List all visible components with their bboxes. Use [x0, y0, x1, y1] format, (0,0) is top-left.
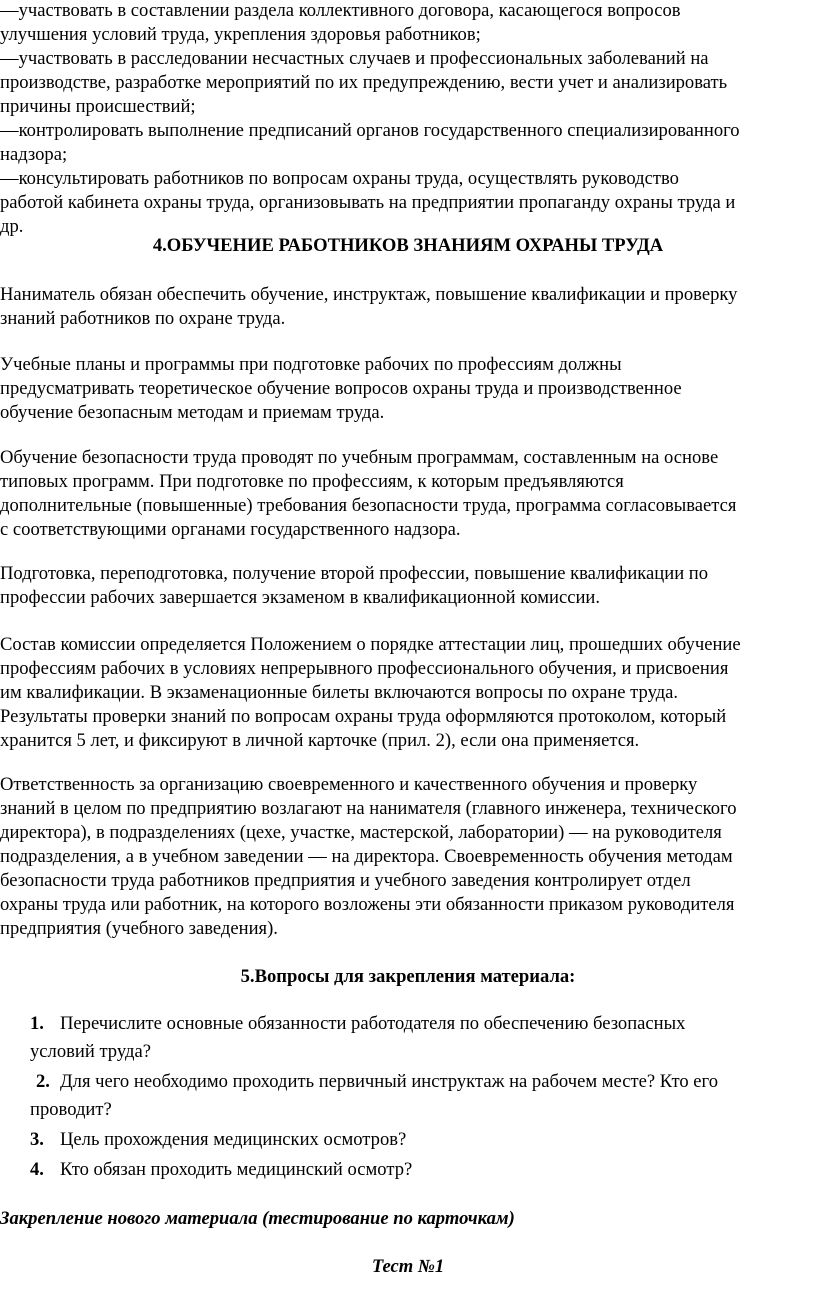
- question-text-cont: проводит?: [30, 1099, 112, 1120]
- question-item: [0, 1068, 816, 1124]
- paragraph: [0, 773, 814, 941]
- paragraph-line: типовых программ. При подготовке по профессиям, к которым предъявляются: [0, 471, 624, 492]
- question-number: 3.: [30, 1129, 44, 1150]
- paragraph: [0, 446, 814, 542]
- consolidation-title: Закрепление нового материала (тестирование по карточкам): [0, 1208, 515, 1229]
- question-text-cont: условий труда?: [30, 1041, 151, 1062]
- duty-line: улучшения условий труда, укрепления здоровья работников;: [0, 24, 481, 45]
- question-text: Цель прохождения медицинских осмотров?: [60, 1129, 407, 1150]
- paragraph-line: Учебные планы и программы при подготовке рабочих по профессиям должны: [0, 354, 622, 375]
- paragraph-line: предприятия (учебного заведения).: [0, 918, 278, 939]
- duty-line: работой кабинета охраны труда, организовывать на предприятии пропаганду охраны труда и: [0, 192, 736, 213]
- question-text: Перечислите основные обязанности работодателя по обеспечению безопасных: [60, 1013, 686, 1034]
- question-item: [0, 1156, 816, 1184]
- question-text: Для чего необходимо проходить первичный инструктаж на рабочем месте? Кто его: [60, 1071, 719, 1092]
- duties-list: [0, 0, 814, 239]
- paragraph: [0, 562, 814, 610]
- paragraph-line: директора), в подразделениях (цехе, участке, мастерской, лаборатории) — на руководителя: [0, 822, 722, 843]
- paragraph-line: Состав комиссии определяется Положением о порядке аттестации лиц, прошедших обучение: [0, 634, 741, 655]
- paragraph-line: Ответственность за организацию своевременного и качественного обучения и проверку: [0, 774, 698, 795]
- paragraph-line: с соответствующими органами государственного надзора.: [0, 519, 461, 540]
- paragraph-line: знаний в целом по предприятию возлагают на нанимателя (главного инженера, технического: [0, 798, 737, 819]
- section5-title: 5.Вопросы для закрепления материала:: [240, 966, 576, 987]
- duty-line: —участвовать в расследовании несчастных случаев и профессиональных заболеваний на: [0, 48, 709, 69]
- question-text: Кто обязан проходить медицинский осмотр?: [60, 1159, 413, 1180]
- duty-line: причины происшествий;: [0, 96, 196, 117]
- paragraph-line: Подготовка, переподготовка, получение второй профессии, повышение квалификации по: [0, 563, 709, 584]
- duty-line: —участвовать в составлении раздела коллективного договора, касающегося вопросов: [0, 0, 681, 21]
- question-number: 2.: [36, 1071, 50, 1092]
- paragraph: [0, 283, 814, 331]
- paragraph-line: безопасности труда работников предприятия и учебного заведения контролирует отдел: [0, 870, 691, 891]
- paragraph-line: охраны труда или работник, на которого возложены эти обязанности приказом руководителя: [0, 894, 735, 915]
- duty-line: производстве, разработке мероприятий по их предупреждению, вести учет и анализировать: [0, 72, 728, 93]
- section4-title: 4.ОБУЧЕНИЕ РАБОТНИКОВ ЗНАНИЯМ ОХРАНЫ ТРУДА: [152, 235, 664, 256]
- paragraph-line: Наниматель обязан обеспечить обучение, инструктаж, повышение квалификации и проверку: [0, 284, 738, 305]
- test-title: Тест №1: [371, 1256, 445, 1277]
- paragraph-line: профессии рабочих завершается экзаменом в квалификационной комиссии.: [0, 587, 601, 608]
- paragraph-line: обучение безопасным методам и приемам труда.: [0, 402, 385, 423]
- paragraph-line: дополнительные (повышенные) требования безопасности труда, программа согласовывается: [0, 495, 737, 516]
- paragraph-line: Результаты проверки знаний по вопросам охраны труда оформляются протоколом, который: [0, 706, 727, 727]
- question-number: 1.: [30, 1013, 44, 1034]
- paragraph-line: Обучение безопасности труда проводят по учебным программам, составленным на основе: [0, 447, 719, 468]
- paragraph: [0, 353, 814, 425]
- question-item: [0, 1126, 816, 1154]
- paragraph: [0, 633, 814, 753]
- paragraph-line: хранится 5 лет, и фиксируют в личной карточке (прил. 2), если она применяется.: [0, 730, 640, 751]
- paragraph-line: им квалификации. В экзаменационные билеты включаются вопросы по охране труда.: [0, 682, 679, 703]
- paragraph-line: профессиям рабочих в условиях непрерывного профессионального обучения, и присвоения: [0, 658, 729, 679]
- paragraph-line: подразделения, а в учебном заведении — на директора. Своевременность обучения методам: [0, 846, 733, 867]
- duty-line: надзора;: [0, 144, 68, 165]
- duty-line: —контролировать выполнение предписаний органов государственного специализированного: [0, 120, 740, 141]
- question-number: 4.: [30, 1159, 44, 1180]
- paragraph-line: знаний работников по охране труда.: [0, 308, 286, 329]
- duty-line: др.: [0, 216, 24, 237]
- duty-line: —консультировать работников по вопросам охраны труда, осуществлять руководство: [0, 168, 679, 189]
- paragraph-line: предусматривать теоретическое обучение вопросов охраны труда и производственное: [0, 378, 682, 399]
- question-item: [0, 1010, 816, 1066]
